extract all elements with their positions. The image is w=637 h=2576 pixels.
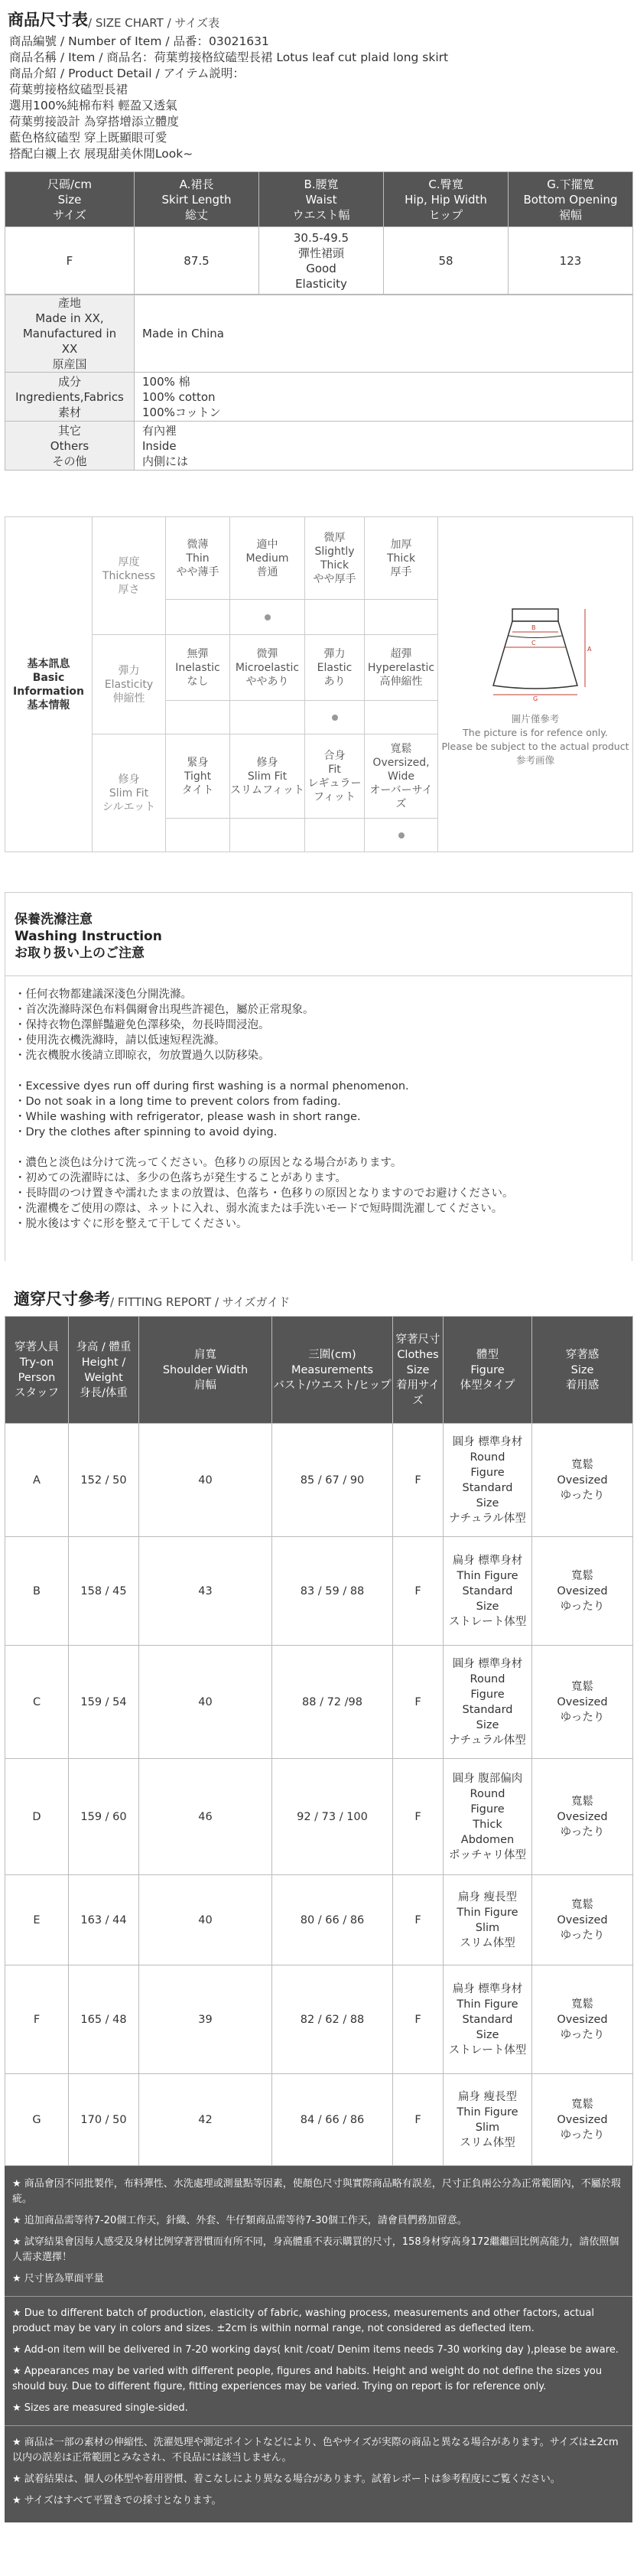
thickness-option: 微薄 Thin やや薄手 <box>166 517 230 600</box>
fitting-cell: 寬鬆 Ovesized ゆったり <box>532 2074 633 2166</box>
size-header-cell: C.臀寬 Hip, Hip Width ヒップ <box>384 172 509 227</box>
note-line: ★ 試着結果は、個人の体型や着用習慣、着こなしにより異なる場合があります。試着レポートは参考程度にご覧ください。 <box>12 2473 561 2485</box>
washing-line: ・脱水後はすぐに形を整えて干してください。 <box>15 1218 248 1230</box>
fitting-title-main: 適穿尺寸參考 <box>14 1290 110 1308</box>
note-line: ★ Sizes are measured single-sided. <box>12 2402 188 2414</box>
slimfit-label: 修身 Slim Fit シルエット <box>93 734 166 852</box>
slimfit-option: 寬鬆 Oversized, Wide オーバーサイズ <box>365 734 438 819</box>
elasticity-option: 彈力 Elastic あり <box>305 635 365 701</box>
selected-dot-icon <box>265 614 271 620</box>
product-info-line: 商品介紹 / Product Detail / アイテム説明： <box>9 67 245 80</box>
washing-line: ・初めての洗濯時には、多少の色落ちが発生することがあります。 <box>15 1172 346 1184</box>
fitting-cell: 40 <box>139 1646 272 1759</box>
table-row <box>5 295 633 373</box>
product-info-line: 商品編號 / Number of Item / 品番：03021631 <box>9 34 269 48</box>
fitting-cell: 39 <box>139 1965 272 2074</box>
washing-group-zh <box>15 987 622 1063</box>
table-row <box>5 517 633 600</box>
product-info-line: 荷葉剪接格紋磕型長裙 <box>9 83 128 96</box>
washing-line: ・洗衣機脫水後請立即晾衣，勿放置過久以防移染。 <box>15 1050 270 1062</box>
washing-line: ・任何衣物都建議深淺色分開洗滌。 <box>15 988 192 1001</box>
slimfit-option: 修身 Slim Fit スリムフィット <box>230 734 305 819</box>
fitting-cell: 圓身 標準身材 Round Figure Standard Size ナチュラル体型 <box>444 1424 532 1537</box>
size-header-cell: G.下擺寬 Bottom Opening 裾幅 <box>509 172 633 227</box>
dot-cell <box>365 701 438 734</box>
fitting-table-body <box>5 1424 633 2166</box>
dot-cell <box>230 600 305 635</box>
note-line: ★ 商品會因不同批製作，布料彈性、水洗處理或測量點等因素，使顏色尺寸與實際商品略有誤差，尺寸正負兩公分為正常範圍內，不屬於瑕疵。 <box>12 2178 621 2205</box>
fitting-cell: B <box>5 1537 69 1646</box>
slimfit-option: 緊身 Tight タイト <box>166 734 230 819</box>
fitting-cell: 扁身 標準身材 Thin Figure Standard Size ストレート体型 <box>444 1965 532 2074</box>
fitting-cell: 158 / 45 <box>69 1537 139 1646</box>
sketch-label: A <box>587 646 592 653</box>
size-chart-title <box>5 0 632 31</box>
slimfit-option: 合身 Fit レギュラーフィット <box>305 734 365 819</box>
fitting-cell: E <box>5 1875 69 1965</box>
washing-body <box>5 976 632 1261</box>
fitting-table <box>5 1316 633 2166</box>
dot-cell <box>305 701 365 734</box>
fitting-cell: 92 / 73 / 100 <box>272 1759 393 1875</box>
attribute-label: 成分 Ingredients,Fabrics 素材 <box>5 373 135 422</box>
fitting-cell: 42 <box>139 2074 272 2166</box>
washing-line: ・Do not soak in a long time to prevent colors from fading. <box>15 1096 341 1108</box>
size-cell: 30.5-49.5 彈性裙頭 Good Elasticity <box>259 227 384 295</box>
washing-line: ・Dry the clothes after spinning to avoid dying. <box>15 1126 278 1138</box>
fitting-cell: 圓身 腹部偏肉 Round Figure Thick Abdomen ポッチャリ体型 <box>444 1759 532 1875</box>
fitting-cell: F <box>393 2074 444 2166</box>
fitting-header-cell: 肩寬 Shoulder Width 肩幅 <box>139 1317 272 1424</box>
fitting-header-cell: 體型 Figure 体型タイプ <box>444 1317 532 1424</box>
size-cell: 123 <box>509 227 633 295</box>
dot-cell <box>230 819 305 852</box>
fitting-cell: 40 <box>139 1424 272 1537</box>
table-row <box>5 227 633 295</box>
note-line: ★ 商品は一部の素材の伸縮性、洗濯処理や測定ポイントなどにより、色やサイズが実際の商品と異なる場合があります。サイズは±2cm以内の誤差は正常範囲とみなされ、不良品には該当しません。 <box>12 2437 619 2464</box>
dot-cell <box>365 819 438 852</box>
dot-cell <box>230 701 305 734</box>
attribute-value: 100% 棉 100% cotton 100%コットン <box>135 373 633 422</box>
elasticity-option: 微彈 Microelastic ややあり <box>230 635 305 701</box>
sketch-label: C <box>531 640 536 646</box>
fitting-title <box>5 1284 632 1310</box>
washing-title: 保養洗滌注意 Washing Instruction お取り扱い上のご注意 <box>5 893 632 976</box>
fitting-cell: 163 / 44 <box>69 1875 139 1965</box>
fitting-cell: 82 / 62 / 88 <box>272 1965 393 2074</box>
dot-cell <box>305 819 365 852</box>
size-header-cell: 尺碼/cm Size サイズ <box>5 172 135 227</box>
dot-cell <box>166 600 230 635</box>
attribute-value: 有內裡 Inside 内側には <box>135 422 633 471</box>
thickness-option: 適中 Medium 普通 <box>230 517 305 600</box>
basic-info-table <box>5 516 633 852</box>
note-line: ★ サイズはすべて平置きでの採寸となります。 <box>12 2495 222 2506</box>
fitting-header-cell: 穿著人員 Try-on Person スタッフ <box>5 1317 69 1424</box>
fitting-cell: 扁身 瘦長型 Thin Figure Slim スリム体型 <box>444 2074 532 2166</box>
skirt-sketch-cell <box>438 517 633 852</box>
washing-line: ・使用洗衣機洗滌時，請以低速短程洗滌。 <box>15 1034 226 1047</box>
note-line: ★ 尺寸皆為單面平量 <box>12 2273 104 2285</box>
fitting-cell: 寬鬆 Ovesized ゆったり <box>532 1537 633 1646</box>
notes-en <box>12 2306 625 2416</box>
picture-caption: 圖片僅參考 The picture is for refence only. Please be subject to the actual product 参考画像 <box>441 713 629 766</box>
table-row <box>5 1537 633 1646</box>
washing-line: ・首次洗滌時深色布料偶爾會出現些許褪色，屬於正常現象。 <box>15 1004 314 1016</box>
size-table-header <box>5 172 633 227</box>
basic-info-label: 基本訊息 Basic Information 基本情報 <box>5 517 93 852</box>
notes-ja <box>12 2435 625 2509</box>
dot-cell <box>305 600 365 635</box>
fitting-cell: 159 / 54 <box>69 1646 139 1759</box>
fitting-cell: 88 / 72 /98 <box>272 1646 393 1759</box>
fitting-cell: 84 / 66 / 86 <box>272 2074 393 2166</box>
attribute-table <box>5 295 633 471</box>
size-chart-title-sub: / SIZE CHART / サイズ表 <box>88 16 220 30</box>
table-row <box>5 1875 633 1965</box>
fitting-cell: 寬鬆 Ovesized ゆったり <box>532 1424 633 1537</box>
product-info-line: 選用100%純棉布料 輕盈又透氣 <box>9 99 177 112</box>
washing-line: ・Excessive dyes run off during first washing is a normal phenomenon. <box>15 1080 409 1093</box>
size-header-cell: B.腰寬 Waist ウエスト幅 <box>259 172 384 227</box>
elasticity-label: 彈力 Elasticity 伸縮性 <box>93 635 166 734</box>
fitting-cell: 85 / 67 / 90 <box>272 1424 393 1537</box>
thickness-label: 厚度 Thickness 厚さ <box>93 517 166 635</box>
fitting-cell: A <box>5 1424 69 1537</box>
fitting-cell: F <box>393 1424 444 1537</box>
size-table <box>5 171 633 295</box>
fitting-title-sub: / FITTING REPORT / サイズガイド <box>110 1295 291 1309</box>
note-line: ★ 試穿結果會因每人感受及身材比例穿著習慣而有所不同，身高體重不表示購買的尺寸，158身材穿高身172繼繼回比例高能力，請依照個人需求選擇！ <box>12 2236 619 2263</box>
fitting-cell: 扁身 標準身材 Thin Figure Standard Size ストレート体型 <box>444 1537 532 1646</box>
sketch-label: B <box>531 624 536 631</box>
fitting-cell: 165 / 48 <box>69 1965 139 2074</box>
selected-dot-icon <box>398 832 405 839</box>
fitting-cell: 43 <box>139 1537 272 1646</box>
product-info-line: 商品名稱 / Item / 商品名：荷葉剪接格紋磕型長裙 Lotus leaf cut plaid long skirt <box>9 50 449 64</box>
fitting-cell: 80 / 66 / 86 <box>272 1875 393 1965</box>
product-info-line: 荷葉剪接設計 為穿搭增添立體度 <box>9 115 179 129</box>
note-line: ★ Appearances may be varied with different people, figures and habits. Height and weight do not define the sizes you should buy. Due to different figure, fitting experiences may be varied. Trying on report is for reference only. <box>12 2366 603 2392</box>
fitting-cell: F <box>5 1965 69 2074</box>
washing-group-en <box>15 1079 622 1140</box>
fitting-cell: D <box>5 1759 69 1875</box>
product-info <box>5 31 632 162</box>
dot-cell <box>166 819 230 852</box>
dot-cell <box>166 701 230 734</box>
notes-section <box>5 2166 632 2522</box>
fitting-header-cell: 穿著尺寸 Clothes Size 着用サイズ <box>393 1317 444 1424</box>
selected-dot-icon <box>332 715 338 721</box>
table-row <box>5 1424 633 1537</box>
fitting-cell: F <box>393 1537 444 1646</box>
fitting-cell: C <box>5 1646 69 1759</box>
table-row <box>5 2074 633 2166</box>
table-row <box>5 373 633 422</box>
table-row <box>5 422 633 471</box>
attribute-label: 其它 Others その他 <box>5 422 135 471</box>
fitting-cell: 寬鬆 Ovesized ゆったり <box>532 1875 633 1965</box>
table-row <box>5 1759 633 1875</box>
fitting-cell: 152 / 50 <box>69 1424 139 1537</box>
product-info-line: 藍色格紋磕型 穿上既顯眼可愛 <box>9 131 167 145</box>
thickness-option: 加厚 Thick 厚手 <box>365 517 438 600</box>
skirt-sketch-icon <box>478 601 593 701</box>
table-row <box>5 1646 633 1759</box>
washing-line: ・洗濯機をご使用の際は、ネットに入れ、弱水流または手洗いモードで短時間洗濯してください。 <box>15 1203 503 1215</box>
size-header-cell: A.裙長 Skirt Length 総丈 <box>135 172 259 227</box>
washing-section <box>5 892 632 1261</box>
notes-divider <box>5 2425 632 2426</box>
thickness-option: 微厚 Slightly Thick やや厚手 <box>305 517 365 600</box>
attribute-label: 產地 Made in XX, Manufactured in XX 原産国 <box>5 295 135 373</box>
dot-cell <box>365 600 438 635</box>
notes-zh <box>12 2177 625 2287</box>
note-line: ★ Add-on item will be delivered in 7-20 working days( knit /coat/ Denim items needs 7-30 working day ),please be aware. <box>12 2344 619 2356</box>
washing-line: ・保持衣物色澤鮮豔避免色澤移染，勿長時間浸泡。 <box>15 1019 270 1031</box>
fitting-cell: 寬鬆 Ovesized ゆったり <box>532 1646 633 1759</box>
sketch-label: G <box>533 695 538 701</box>
fitting-cell: 40 <box>139 1875 272 1965</box>
product-info-line: 搭配白襯上衣 展現甜美休閒Look~ <box>9 147 193 161</box>
size-cell: 58 <box>384 227 509 295</box>
fitting-cell: F <box>393 1759 444 1875</box>
fitting-cell: 170 / 50 <box>69 2074 139 2166</box>
fitting-cell: F <box>393 1646 444 1759</box>
washing-line: ・While washing with refrigerator, please wash in short range. <box>15 1111 361 1123</box>
washing-line: ・濃色と淡色は分けて洗ってください。色移りの原因となる場合があります。 <box>15 1157 402 1169</box>
note-line: ★ Due to different batch of production, elasticity of fabric, washing process, measurements and other factors, actual product may be vary in colors and sizes. ±2cm is within normal range, not considered as deflected item. <box>12 2307 595 2334</box>
fitting-table-header <box>5 1317 633 1424</box>
washing-group-ja <box>15 1155 622 1232</box>
fitting-cell: G <box>5 2074 69 2166</box>
notes-divider <box>5 2296 632 2297</box>
fitting-header-cell: 穿著感 Size 着用感 <box>532 1317 633 1424</box>
fitting-cell: 83 / 59 / 88 <box>272 1537 393 1646</box>
fitting-cell: 46 <box>139 1759 272 1875</box>
size-cell: 87.5 <box>135 227 259 295</box>
fitting-cell: F <box>393 1965 444 2074</box>
attribute-value: Made in China <box>135 295 633 373</box>
fitting-cell: 寬鬆 Ovesized ゆったり <box>532 1759 633 1875</box>
fitting-cell: 寬鬆 Ovesized ゆったり <box>532 1965 633 2074</box>
note-line: ★ 追加商品需等待7-20個工作天，針織、外套、牛仔類商品需等待7-30個工作天，請會員們務加留意。 <box>12 2215 467 2226</box>
table-row <box>5 1965 633 2074</box>
size-cell: F <box>5 227 135 295</box>
fitting-cell: 扁身 瘦長型 Thin Figure Slim スリム体型 <box>444 1875 532 1965</box>
elasticity-option: 無彈 Inelastic なし <box>166 635 230 701</box>
elasticity-option: 超彈 Hyperelastic 高伸縮性 <box>365 635 438 701</box>
fitting-cell: F <box>393 1875 444 1965</box>
washing-line: ・長時間のつけ置きや濡れたままの放置は、色落ち・色移りの原因となりますのでお避けください。 <box>15 1187 514 1200</box>
fitting-header-cell: 身高 / 體重 Height / Weight 身長/体重 <box>69 1317 139 1424</box>
size-chart-title-main: 商品尺寸表 <box>8 11 88 29</box>
fitting-cell: 圓身 標準身材 Round Figure Standard Size ナチュラル体型 <box>444 1646 532 1759</box>
fitting-cell: 159 / 60 <box>69 1759 139 1875</box>
fitting-header-cell: 三圍(cm) Measurements バスト/ウエスト/ヒップ <box>272 1317 393 1424</box>
